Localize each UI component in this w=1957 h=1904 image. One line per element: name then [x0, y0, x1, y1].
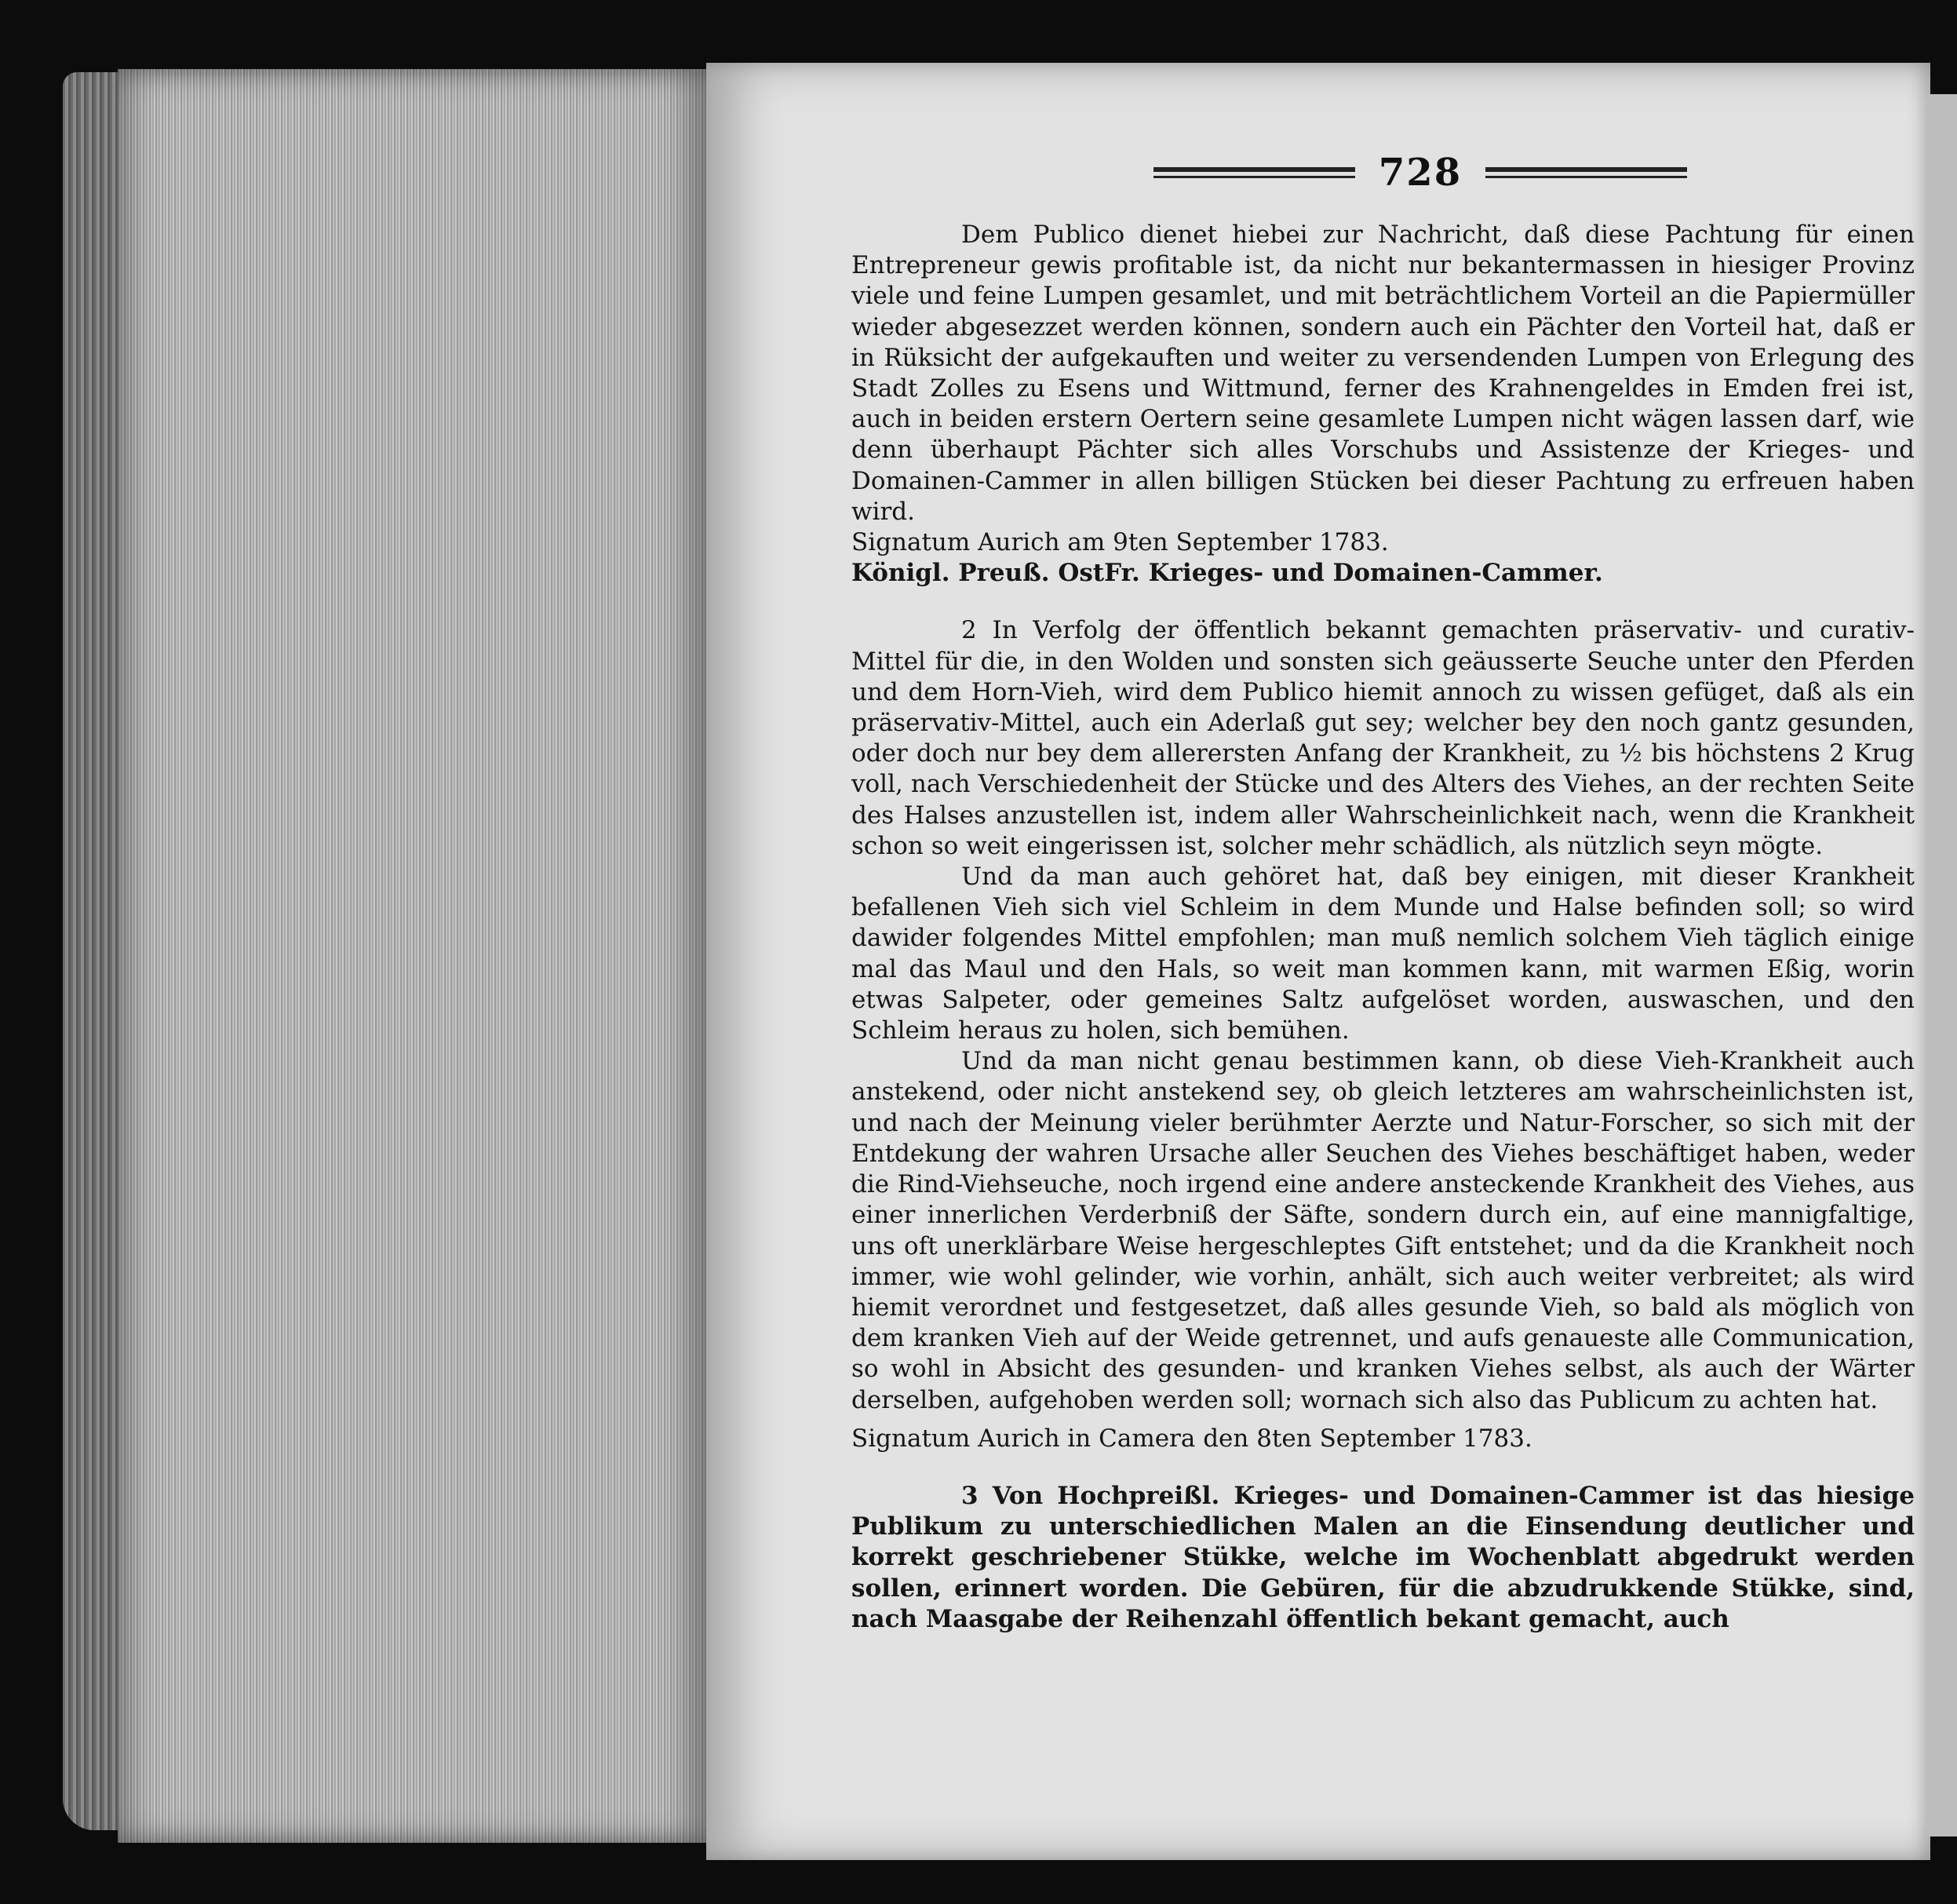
- signature-line-2: Signatum Aurich in Camera den 8ten September 1783.: [851, 1424, 1532, 1453]
- paragraph-vieh-krankheit: Und da man nicht genau bestimmen kann, ob diese Vieh-Krankheit auch anstekend, oder nicht anstekend sey, ob gleich letzteres am wahrscheinlichsten ist, und nach der Meinung vieler berühmter Aerzte und Natur-Forscher, so sich mit der Entdekung der wahren Ursache aller Seuchen des Viehes beschäftiget haben, weder die Rind-Viehseuche, noch irgend eine andere ansteckende Krankheit des Viehes, aus einer innerlichen Verderbniß der Säfte, sondern durch ein, auf eine mannigfaltige, uns oft unerklärbare Weise hergeschleptes Gift entstehet; und da die Krankheit noch immer, wie wohl gelinder, wie vorhin, anhält, sich auch weiter verbreitet; als wird hiemit verordnet und festgesetzet, daß alles gesunde Vieh, so bald als möglich von dem kranken Vieh auf der Weide getrennet, und aufs genaueste alle Communication, so wohl in Absicht des gesunden- und kranken Viehes selbst, als auch der Wärter derselben, aufgehoben werden soll; wornach sich also das Publicum zu achten hat.: [851, 1047, 1915, 1414]
- page-text: [851, 220, 1915, 1635]
- paragraph-wochenblatt: 3 Von Hochpreißl. Krieges- und Domainen-Cammer ist das hiesige Publikum zu unterschiedlichen Malen an die Einsendung deutlicher und korrekt geschriebener Stükke, welche im Wochenblatt abgedrukt werden sollen, erinnert worden. Die Gebüren, für die abzudrukkende Stükke, sind, nach Maasgabe der Reihenzahl öffentlich bekant gemacht, auch: [851, 1481, 1915, 1633]
- paragraph-seuche-mittel: 2 In Verfolg der öffentlich bekannt gemachten präservativ- und curativ-Mittel für die, in den Wolden und sonsten sich geäusserte Seuche unter den Pferden und dem Horn-Vieh, wird dem Publico hiemit annoch zu wissen gefüget, daß als ein präservativ-Mittel, auch ein Aderlaß gut sey; welcher bey den noch gantz gesunden, oder doch nur bey dem allerersten Anfang der Krankheit, zu ½ bis höchstens 2 Krug voll, nach Verschiedenheit der Stücke und des Alters des Viehes, an der rechten Seite des Halses anzustellen ist, indem aller Wahrscheinlichkeit nach, wenn die Krankheit schon so weit eingerissen ist, solcher mehr schädlich, als nützlich seyn mögte.: [851, 616, 1915, 860]
- paragraph-lumpen-pachtung: Dem Publico dienet hiebei zur Nachricht, daß diese Pachtung für einen Entrepreneur gewis profitable ist, da nicht nur bekantermassen in hiesiger Provinz viele und feine Lumpen gesamlet, und mit beträchtlichem Vorteil an die Papiermüller wieder abgesezzet werden können, sondern auch ein Pächter den Vorteil hat, daß er in Rüksicht der aufgekauften und weiter zu versendenden Lumpen von Erlegung des Stadt Zolles zu Esens und Wittmund, ferner des Krahnengeldes in Emden frei ist, auch in beiden erstern Oertern seine gesamlete Lumpen nicht wägen lassen darf, wie denn überhaupt Pächter sich alles Vorschubs und Assistenze der Krieges- und Domainen-Cammer in allen billigen Stücken bei dieser Pachtung zu erfreuen haben wird.: [851, 221, 1915, 526]
- book-page-edges: [118, 69, 714, 1843]
- header-rule-left: [1153, 167, 1355, 178]
- paragraph-schleim: Und da man auch gehöret hat, daß bey einigen, mit dieser Krankheit befallenen Vieh sich viel Schleim in dem Munde und Halse befinden soll; so wird dawider folgendes Mittel empfohlen; man muß nemlich solchem Vieh täglich einige mal das Maul und den Hals, so weit man kommen kann, mit warmen Eßig, worin etwas Salpeter, oder gemeines Saltz aufgelöset worden, auswaschen, und den Schleim heraus zu holen, sich bemühen.: [851, 863, 1915, 1045]
- next-page-edge: [1926, 94, 1957, 1837]
- authority-line: Königl. Preuß. OstFr. Krieges- und Domainen-Cammer.: [851, 559, 1603, 588]
- page-number: 728: [1378, 151, 1463, 195]
- page-header: [1130, 145, 1711, 200]
- header-rule-right: [1485, 167, 1687, 178]
- signature-line-1: Signatum Aurich am 9ten September 1783.: [851, 528, 1389, 557]
